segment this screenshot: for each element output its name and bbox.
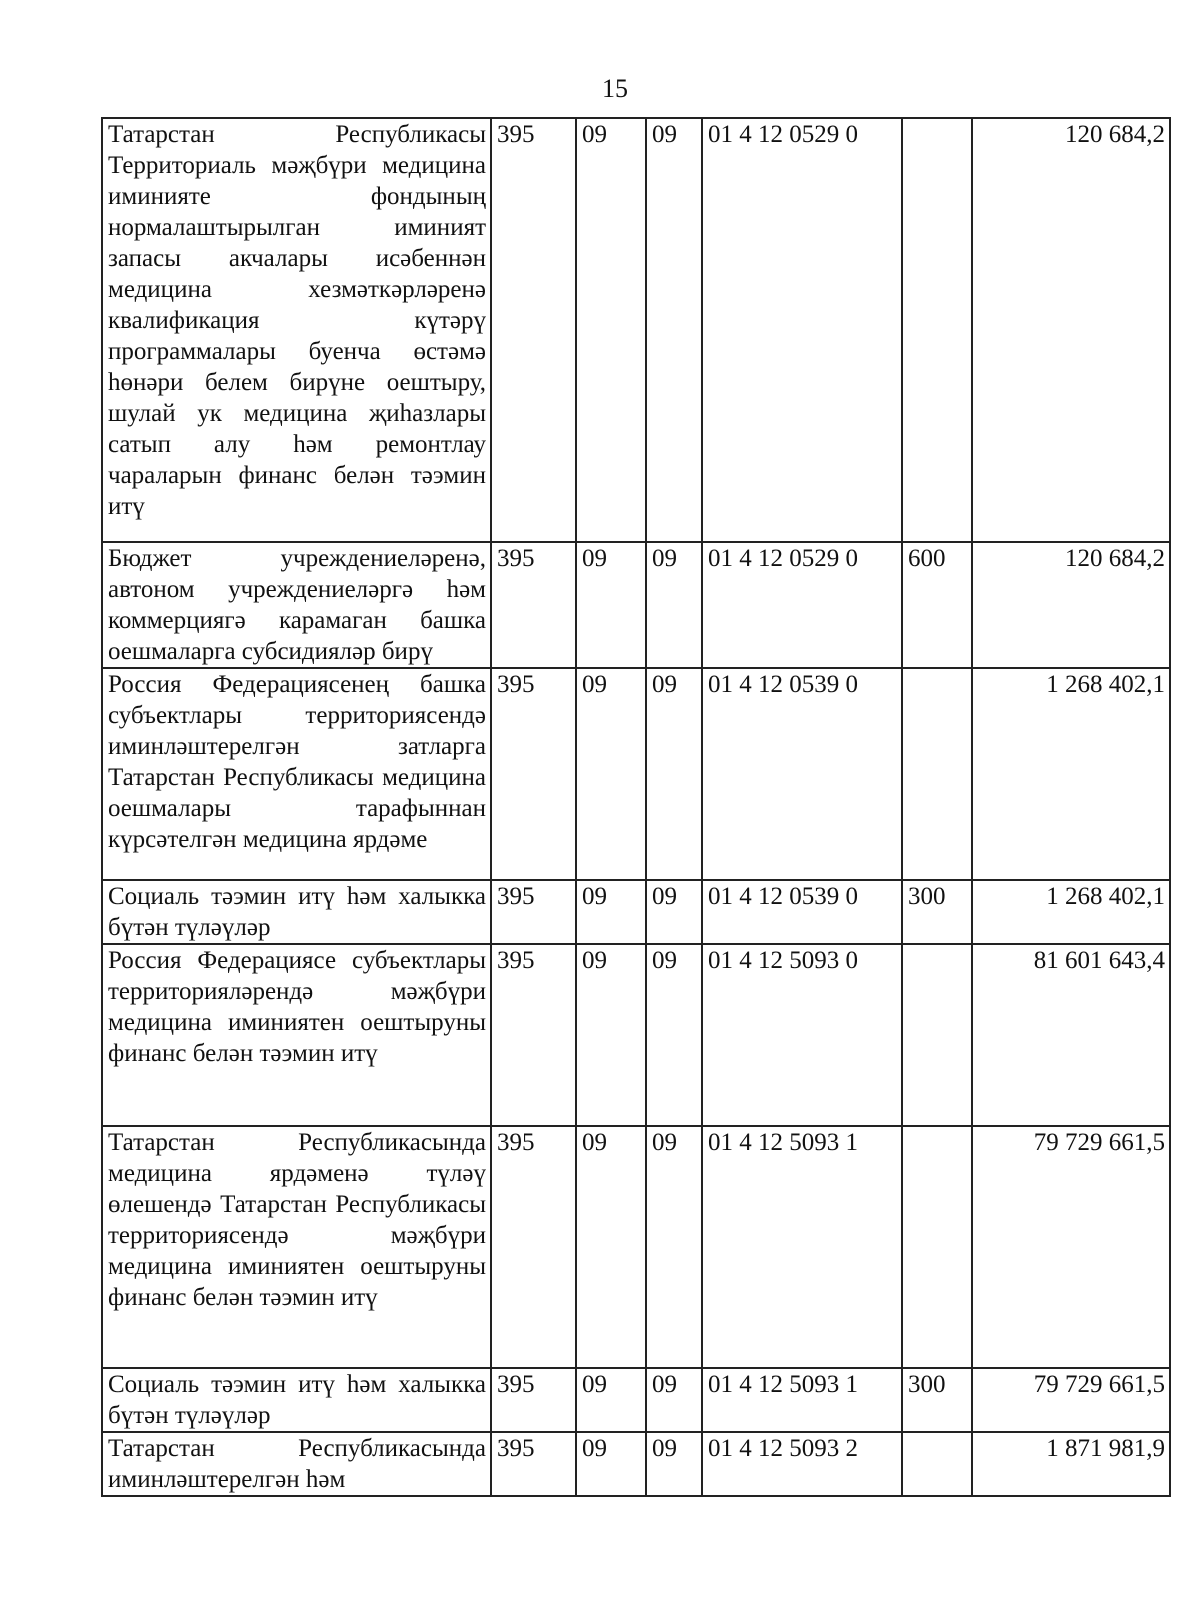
expense-type-code: [902, 1432, 972, 1496]
department-code: 395: [491, 118, 576, 542]
amount: 79 729 661,5: [972, 1368, 1170, 1432]
item-name: Татарстан Республикасында иминләштерелгән һәм: [102, 1432, 491, 1496]
target-article-code: 01 4 12 5093 0: [702, 944, 902, 1126]
item-name: Татарстан Республикасы Территориаль мәҗбүри медицина иминияте фондының нормалаштырылган иминият запасы акчалары исәбеннән медицина хезмәткәрләренә квалификация күтәрү программалары буенча өстәмә һөнәри белем бирүне оештыру, шулай ук медицина җиһазлары сатып алу һәм ремонтлау чараларын финанс белән тәэмин итү: [102, 118, 491, 542]
target-article-code: 01 4 12 5093 2: [702, 1432, 902, 1496]
table-row: [102, 1432, 1170, 1496]
subsection-code: 09: [646, 1126, 702, 1368]
expense-type-code: [902, 944, 972, 1126]
department-code: 395: [491, 668, 576, 880]
amount: 1 268 402,1: [972, 668, 1170, 880]
expense-type-code: 600: [902, 542, 972, 668]
target-article-code: 01 4 12 5093 1: [702, 1368, 902, 1432]
table-row: [102, 944, 1170, 1126]
subsection-code: 09: [646, 944, 702, 1126]
subsection-code: 09: [646, 118, 702, 542]
amount: 1 871 981,9: [972, 1432, 1170, 1496]
section-code: 09: [576, 668, 646, 880]
department-code: 395: [491, 1126, 576, 1368]
subsection-code: 09: [646, 1432, 702, 1496]
department-code: 395: [491, 880, 576, 944]
department-code: 395: [491, 542, 576, 668]
expense-type-code: [902, 668, 972, 880]
budget-table: [101, 117, 1171, 1497]
amount: 120 684,2: [972, 542, 1170, 668]
table-row: [102, 1368, 1170, 1432]
item-name: Социаль тәэмин итү һәм халыкка бүтән түләүләр: [102, 1368, 491, 1432]
section-code: 09: [576, 1126, 646, 1368]
amount: 120 684,2: [972, 118, 1170, 542]
expense-type-code: [902, 1126, 972, 1368]
item-name: Россия Федерациясенең башка субъектлары территориясендә иминләштерелгән затларга Татарстан Республикасы медицина оешмалары тарафыннан күрсәтелгән медицина ярдәме: [102, 668, 491, 880]
table-row: [102, 118, 1170, 542]
target-article-code: 01 4 12 0529 0: [702, 542, 902, 668]
expense-type-code: 300: [902, 1368, 972, 1432]
section-code: 09: [576, 944, 646, 1126]
subsection-code: 09: [646, 880, 702, 944]
subsection-code: 09: [646, 542, 702, 668]
expense-type-code: [902, 118, 972, 542]
section-code: 09: [576, 542, 646, 668]
item-name: Россия Федерациясе субъектлары территорияләрендә мәҗбүри медицина иминиятен оештыруны финанс белән тәэмин итү: [102, 944, 491, 1126]
target-article-code: 01 4 12 0539 0: [702, 668, 902, 880]
item-name: Бюджет учреждениеләренә, автоном учреждениеләргә һәм коммерциягә карамаган башка оешмаларга субсидияләр бирү: [102, 542, 491, 668]
section-code: 09: [576, 880, 646, 944]
department-code: 395: [491, 1368, 576, 1432]
item-name: Социаль тәэмин итү һәм халыкка бүтән түләүләр: [102, 880, 491, 944]
target-article-code: 01 4 12 0539 0: [702, 880, 902, 944]
amount: 81 601 643,4: [972, 944, 1170, 1126]
table-row: [102, 880, 1170, 944]
amount: 79 729 661,5: [972, 1126, 1170, 1368]
table-row: [102, 1126, 1170, 1368]
expense-type-code: 300: [902, 880, 972, 944]
subsection-code: 09: [646, 668, 702, 880]
table-row: [102, 542, 1170, 668]
target-article-code: 01 4 12 5093 1: [702, 1126, 902, 1368]
target-article-code: 01 4 12 0529 0: [702, 118, 902, 542]
table-row: [102, 668, 1170, 880]
item-name: Татарстан Республикасында медицина ярдәменә түләү өлешендә Татарстан Республикасы территориясендә мәҗбүри медицина иминиятен оештыруны финанс белән тәэмин итү: [102, 1126, 491, 1368]
department-code: 395: [491, 1432, 576, 1496]
amount: 1 268 402,1: [972, 880, 1170, 944]
section-code: 09: [576, 118, 646, 542]
section-code: 09: [576, 1368, 646, 1432]
page-number: 15: [602, 74, 628, 103]
subsection-code: 09: [646, 1368, 702, 1432]
department-code: 395: [491, 944, 576, 1126]
section-code: 09: [576, 1432, 646, 1496]
